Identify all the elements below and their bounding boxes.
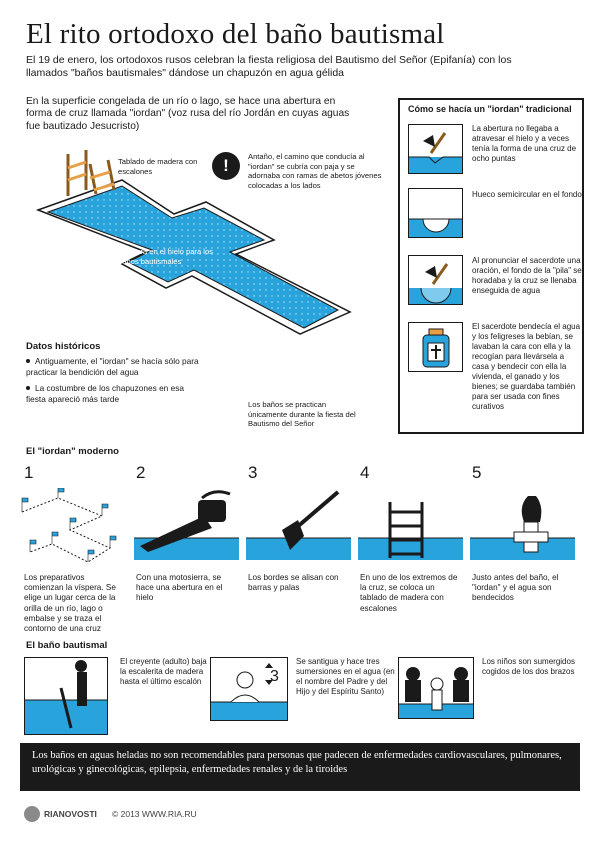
- step-text: Los preparativos comienzan la víspera. Se elige un lugar cerca de la orilla de un río, lago o embalse y se traza el contorno de una cruz: [24, 573, 116, 634]
- history-item: Antiguamente, el "iordan" se hacía sólo para practicar la bendición del agua: [26, 356, 199, 377]
- copyright-label: © 2013 WWW.RIA.RU: [112, 809, 197, 819]
- step-text: En uno de los extremos de la cruz, se coloca un tablado de madera con escalones: [360, 573, 458, 613]
- ladder-icon: [358, 488, 463, 568]
- step-number: 2: [136, 463, 146, 482]
- opening-label: Abertura en el hielo para los baños bautismales: [118, 247, 213, 266]
- traditional-text-1: La abertura no llegaba a atravesar el hielo y a veces tenía la forma de una cruz de ocho puntas: [472, 124, 577, 163]
- history-item: La costumbre de los chapuzones en esa fiesta apareció más tarde: [26, 383, 184, 404]
- modern-title: El "iordan" moderno: [26, 446, 119, 457]
- step-number: 1: [24, 463, 34, 482]
- chainsaw-icon: [134, 488, 239, 568]
- traditional-title: Cómo se hacía un "iordan" tradicional: [408, 104, 572, 114]
- step-number: 3: [248, 463, 258, 482]
- page-title: El rito ortodoxo del baño bautismal: [26, 18, 445, 50]
- brand-label: RIANOVOSTI: [44, 809, 97, 819]
- step-text: Con una motosierra, se hace una abertura en el hielo: [136, 573, 223, 603]
- bath-sign-cross-icon: [210, 657, 288, 721]
- step-number: 4: [360, 463, 370, 482]
- exclamation-icon: !: [212, 152, 240, 180]
- bullet-icon: [26, 386, 30, 390]
- blessing-cross-icon: [470, 488, 575, 568]
- bath-ladder-icon: [24, 657, 108, 735]
- holy-water-jar-icon: [408, 322, 463, 372]
- shovel-icon: [246, 488, 351, 568]
- step-text: Justo antes del baño, el "iordan" y el agua son bendecidos: [472, 573, 559, 603]
- traditional-text-3: Al pronunciar el sacerdote una oración, el fondo de la "pila" se horadaba y la cruz se llenaba enseguida de agua: [472, 256, 582, 295]
- intro-text: El 19 de enero, los ortodoxos rusos celebran la fiesta religiosa del Bautismo del Señor (Epifanía) con los llamados "baños bautismales" dándose un chapuzón en agua gélida: [26, 54, 512, 79]
- bath-text: Los niños son sumergidos cogidos de los dos brazos: [482, 657, 575, 676]
- history-title: Datos históricos: [26, 341, 101, 352]
- axe-basin-icon: [408, 255, 463, 305]
- flags-outline-icon: [18, 488, 123, 568]
- bullet-icon: [26, 359, 30, 363]
- bath-text: Se santigua y hace tres sumersiones en el agua (en el nombre del Padre y del Hijo y del Espíritu Santo): [296, 657, 395, 696]
- step-number: 5: [472, 463, 482, 482]
- axe-ice-icon: [408, 124, 463, 174]
- three-times-counter: 3: [270, 668, 279, 685]
- note-label: Los baños se practican únicamente durante la fiesta del Bautismo del Señor: [248, 400, 356, 428]
- bath-text: El creyente (adulto) baja la escalerita de madera hasta el último escalón: [120, 657, 207, 686]
- semicircle-hollow-icon: [408, 188, 463, 238]
- lead-text: En la superficie congelada de un río o lago, se hace una abertura en forma de cruz llamada "iordan" (voz rusa del río Jordán en cuyas aguas fue bautizado Jesucristo): [26, 96, 350, 132]
- platform-label: Tablado de madera con escalones: [118, 157, 198, 176]
- bath-children-icon: [398, 657, 474, 719]
- antano-text: Antaño, el camino que conducía al "iordan" se cubría con paja y se adornaba con ramas de abetos jóvenes colocadas a los lados: [248, 152, 382, 190]
- warning-text: Los baños en aguas heladas no son recomendables para personas que padecen de enfermedades cardiovasculares, pulmonares, urológicas y ginecológicas, epilepsia, enfermedades renales y de la tiroides: [32, 750, 562, 775]
- bath-title: El baño bautismal: [26, 640, 108, 651]
- traditional-text-2: Hueco semicircular en el fondo: [472, 190, 582, 199]
- step-text: Los bordes se alisan con barras y palas: [248, 573, 339, 593]
- ria-logo-icon: [24, 806, 40, 822]
- traditional-text-4: El sacerdote bendecía el agua y los feligreses la bebían, se lavaban la cara con ella y la recogían para llevársela a casa y bendecir con ella la vivienda, el ganado y los bienes; se guardaba también para ser usada con fines curativos: [472, 322, 581, 411]
